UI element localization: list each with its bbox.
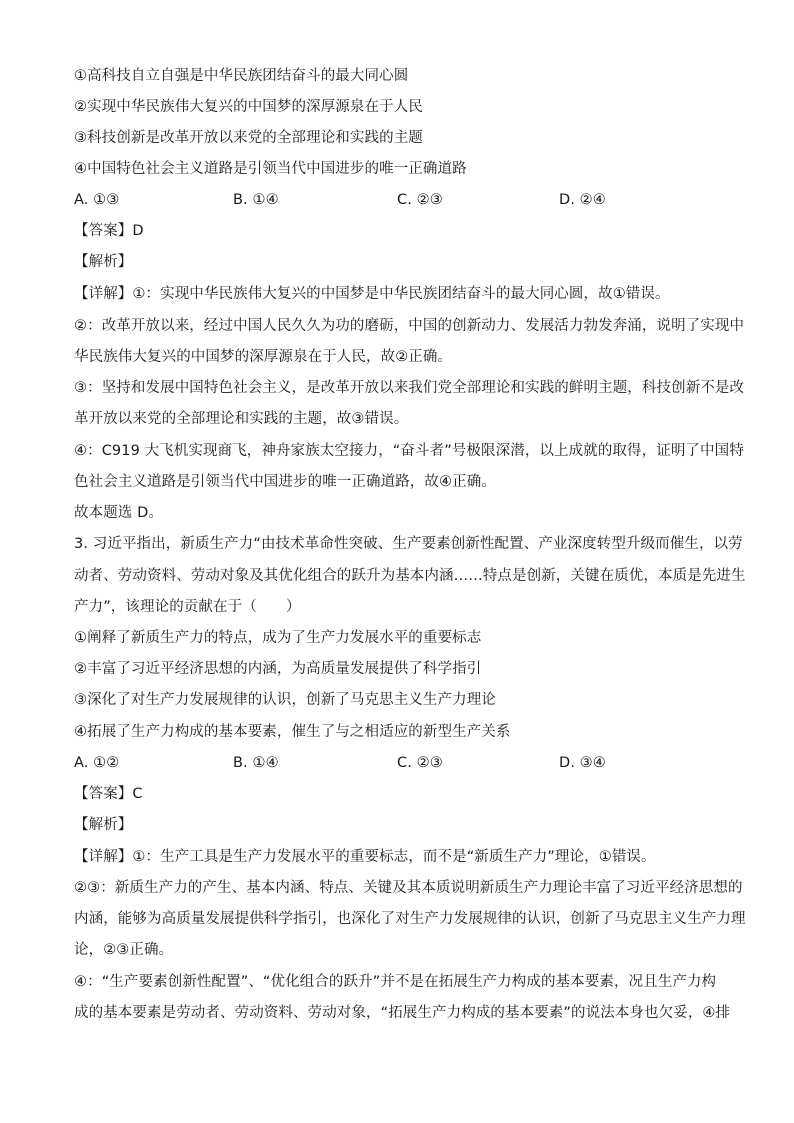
analysis-label: 【解析】 bbox=[74, 817, 133, 833]
detail-line: 论，②③正确。 bbox=[74, 942, 174, 958]
detail-line: 内涵，能够为高质量发展提供科学指引，也深化了对生产力发展规律的认识，创新了马克思主义生产力理 bbox=[74, 911, 746, 927]
option-c: C. ②③ bbox=[397, 755, 443, 771]
statement-4: ④中国特色社会主义道路是引领当代中国进步的唯一正确道路 bbox=[74, 161, 467, 177]
statement-1: ①高科技自立自强是中华民族团结奋斗的最大同心圆 bbox=[74, 68, 409, 84]
option-d: D. ③④ bbox=[559, 755, 606, 771]
question-stem: 3. 习近平指出，新质生产力“由技术革命性突破、生产要素创新性配置、产业深度转型升级而催生，以劳 bbox=[74, 536, 743, 552]
option-a: A. ①② bbox=[74, 755, 120, 771]
option-a: A. ①③ bbox=[74, 192, 120, 208]
detail-line: ③：坚持和发展中国特色社会主义，是改革开放以来我们党全部理论和实践的鲜明主题，科技创新不是改 bbox=[74, 380, 745, 396]
statement-1: ①阐释了新质生产力的特点，成为了生产力发展水平的重要标志 bbox=[74, 630, 482, 646]
answer-label: 【答案】C bbox=[74, 786, 143, 802]
statement-3: ③科技创新是改革开放以来党的全部理论和实践的主题 bbox=[74, 130, 423, 146]
detail-line: 【详解】①：实现中华民族伟大复兴的中国梦是中华民族团结奋斗的最大同心圆，故①错误。 bbox=[74, 286, 670, 302]
option-c: C. ②③ bbox=[397, 192, 443, 208]
detail-line: ②：改革开放以来，经过中国人民久久为功的磨砺，中国的创新动力、发展活力勃发奔涌，说明了实现中 bbox=[74, 318, 745, 334]
answer-label: 【答案】D bbox=[74, 223, 144, 239]
detail-line: 【详解】①：生产工具是生产力发展水平的重要标志，而不是“新质生产力”理论，①错误。 bbox=[74, 849, 656, 865]
question-stem: 动者、劳动资料、劳动对象及其优化组合的跃升为基本内涵……特点是创新，关键在质优，本质是先进生 bbox=[74, 568, 746, 584]
option-b: B. ①④ bbox=[233, 192, 279, 208]
question-stem: 产力”，该理论的贡献在于（ ） bbox=[74, 599, 301, 615]
statement-2: ②丰富了习近平经济思想的内涵，为高质量发展提供了科学指引 bbox=[74, 661, 482, 677]
statement-4: ④拓展了生产力构成的基本要素，催生了与之相适应的新型生产关系 bbox=[74, 724, 511, 740]
option-b: B. ①④ bbox=[233, 755, 279, 771]
option-d: D. ②④ bbox=[559, 192, 606, 208]
detail-line: ②③：新质生产力的产生、基本内涵、特点、关键及其本质说明新质生产力理论丰富了习近平经济思想的 bbox=[74, 880, 743, 896]
statement-2: ②实现中华民族伟大复兴的中国梦的深厚源泉在于人民 bbox=[74, 99, 423, 115]
detail-line: ④：“生产要素创新性配置”、“优化组合的跃升”并不是在拓展生产力构成的基本要素，况且生产力构 bbox=[74, 974, 717, 990]
statement-3: ③深化了对生产力发展规律的认识，创新了马克思主义生产力理论 bbox=[74, 692, 496, 708]
detail-line: 革开放以来党的全部理论和实践的主题，故③错误。 bbox=[74, 411, 409, 427]
options-row bbox=[74, 189, 724, 211]
detail-line: 成的基本要素是劳动者、劳动资料、劳动对象，“拓展生产力构成的基本要素”的说法本身也欠妥，④排 bbox=[74, 1005, 731, 1021]
detail-line: 华民族伟大复兴的中国梦的深厚源泉在于人民，故②正确。 bbox=[74, 349, 453, 365]
options-row bbox=[74, 752, 724, 774]
conclusion-line: 故本题选 D。 bbox=[74, 505, 163, 521]
detail-line: ④：C919 大飞机实现商飞，神舟家族太空接力，“奋斗者”号极限深潜，以上成就的取得，证明了中国特 bbox=[74, 443, 744, 459]
detail-line: 色社会主义道路是引领当代中国进步的唯一正确道路，故④正确。 bbox=[74, 474, 496, 490]
analysis-label: 【解析】 bbox=[74, 254, 133, 270]
